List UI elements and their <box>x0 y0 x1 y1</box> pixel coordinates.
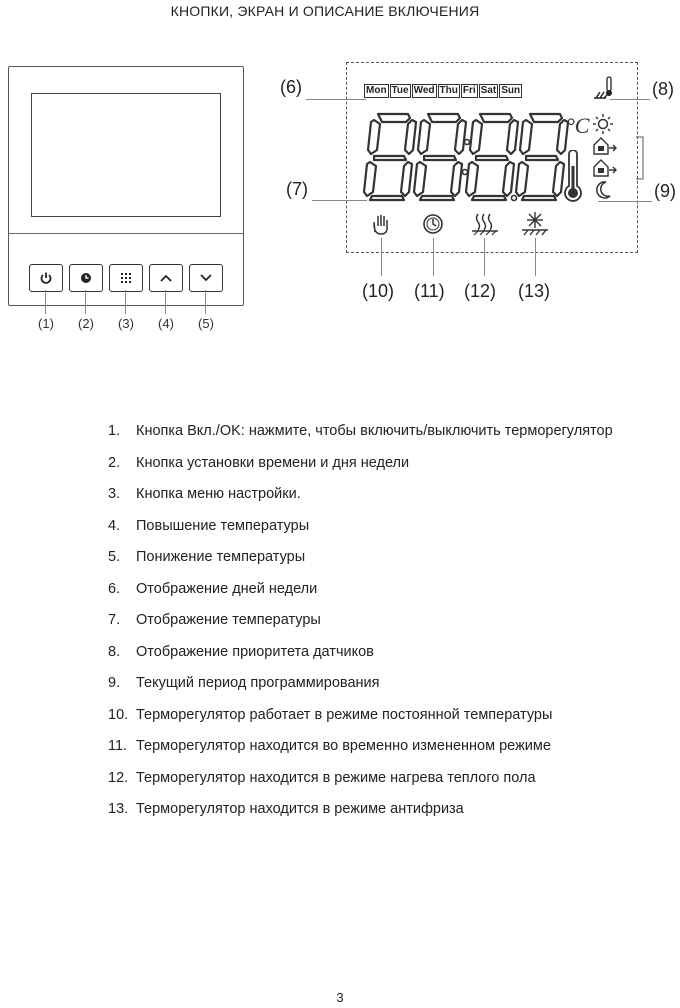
list-item <box>108 644 613 676</box>
leader-line <box>125 290 126 314</box>
list-item <box>108 423 613 455</box>
thermostat-device <box>8 66 244 306</box>
menu-button[interactable] <box>109 264 143 292</box>
list-item <box>108 486 613 518</box>
list-item-number: 9. <box>108 675 121 691</box>
temperature-digits <box>362 110 570 202</box>
device-divider <box>9 233 243 234</box>
list-item <box>108 549 613 581</box>
list-item-text: Терморегулятор находится во временно измененном режиме <box>136 738 551 754</box>
callout-9: (9) <box>654 181 676 201</box>
list-item-number: 11. <box>108 738 128 754</box>
leader-line <box>165 290 166 314</box>
list-item-number: 5. <box>108 549 121 565</box>
day-sun: Sun <box>501 85 521 96</box>
leader-line <box>205 290 206 314</box>
list-item-number: 1. <box>108 423 121 439</box>
list-item-text: Кнопка Вкл./OK: нажмите, чтобы включить/выключить терморегулятор <box>136 423 613 439</box>
list-item-text: Текущий период программирования <box>136 675 380 691</box>
list-item-text: Отображение температуры <box>136 612 321 628</box>
home-leave-icon <box>592 136 618 156</box>
list-item-number: 6. <box>108 580 121 597</box>
list-item-number: 12. <box>108 769 129 786</box>
list-item <box>108 518 613 550</box>
leader-line <box>45 290 46 314</box>
callout-11: (11) <box>414 281 445 301</box>
list-item-text: Отображение дней недели <box>136 580 318 597</box>
leader-line <box>484 238 485 276</box>
day-sat: Sat <box>480 85 497 96</box>
list-item <box>108 675 613 707</box>
power-button[interactable] <box>29 264 63 292</box>
menu-grid-icon <box>120 272 132 284</box>
clock-button[interactable] <box>69 264 103 292</box>
day-thu: Thu <box>439 85 458 96</box>
leader-line <box>306 99 366 100</box>
leader-line <box>85 290 86 314</box>
device-screen <box>31 93 221 217</box>
floor-heating-icon <box>471 210 499 236</box>
description-list <box>108 423 613 833</box>
list-item <box>108 770 613 802</box>
callout-10: (10) <box>362 281 395 301</box>
button-label-3: (3) <box>118 316 134 331</box>
list-item-text: Терморегулятор работает в режиме постоянной температуры <box>136 706 553 723</box>
period-bracket <box>634 136 646 180</box>
list-item-number: 2. <box>108 454 121 471</box>
list-item <box>108 801 613 833</box>
list-item-number: 7. <box>108 612 121 628</box>
list-item-text: Кнопка установки времени и дня недели <box>136 454 410 471</box>
button-label-4: (4) <box>158 316 174 331</box>
leader-line <box>433 238 434 276</box>
temp-up-button[interactable] <box>149 264 183 292</box>
leader-line <box>381 238 382 276</box>
callout-8: (8) <box>652 79 674 99</box>
day-fri: Fri <box>462 85 476 96</box>
leader-line <box>312 200 367 201</box>
list-item-number: 8. <box>108 643 121 660</box>
list-item <box>108 581 613 613</box>
clock-mode-icon <box>421 212 445 236</box>
list-item <box>108 455 613 487</box>
list-item-number: 13. <box>108 801 129 817</box>
moon-icon <box>594 180 612 200</box>
callout-7: (7) <box>286 179 308 199</box>
button-label-2: (2) <box>78 316 94 331</box>
button-label-1: (1) <box>38 316 54 331</box>
power-icon <box>39 271 53 285</box>
weekday-row <box>364 84 522 98</box>
list-item-text: Терморегулятор находится в режиме антифриза <box>136 801 464 817</box>
list-item-text: Повышение температуры <box>136 517 310 534</box>
page-title: КНОПКИ, ЭКРАН И ОПИСАНИЕ ВКЛЮЧЕНИЯ <box>170 3 480 19</box>
hand-manual-icon <box>370 212 392 236</box>
list-item-number: 4. <box>108 517 121 534</box>
list-item-number: 3. <box>108 486 121 502</box>
leader-line <box>598 201 652 202</box>
button-label-5: (5) <box>198 316 214 331</box>
page-number: 3 <box>336 990 344 1005</box>
list-item-text: Кнопка меню настройки. <box>136 486 301 502</box>
day-wed: Wed <box>413 85 435 96</box>
celsius-unit: °C <box>566 113 590 138</box>
leader-line <box>610 99 650 100</box>
arrow-up-icon <box>159 273 173 283</box>
callout-12: (12) <box>464 281 497 301</box>
list-item-text: Понижение температуры <box>136 549 306 565</box>
antifreeze-icon <box>521 210 549 236</box>
callout-6: (6) <box>280 77 302 97</box>
day-tue: Tue <box>391 85 409 96</box>
sun-icon <box>592 114 614 134</box>
home-return-icon <box>592 158 618 178</box>
list-item-number: 10. <box>108 706 129 723</box>
callout-13: (13) <box>518 281 551 301</box>
list-item <box>108 738 613 770</box>
leader-line <box>535 238 536 276</box>
list-item-text: Отображение приоритета датчиков <box>136 643 374 660</box>
list-item-text: Терморегулятор находится в режиме нагрева теплого пола <box>136 769 536 786</box>
arrow-down-icon <box>199 273 213 283</box>
day-mon: Mon <box>366 85 387 96</box>
thermometer-icon <box>562 150 584 204</box>
list-item <box>108 707 613 739</box>
clock-icon <box>79 271 93 285</box>
list-item <box>108 612 613 644</box>
temp-down-button[interactable] <box>189 264 223 292</box>
